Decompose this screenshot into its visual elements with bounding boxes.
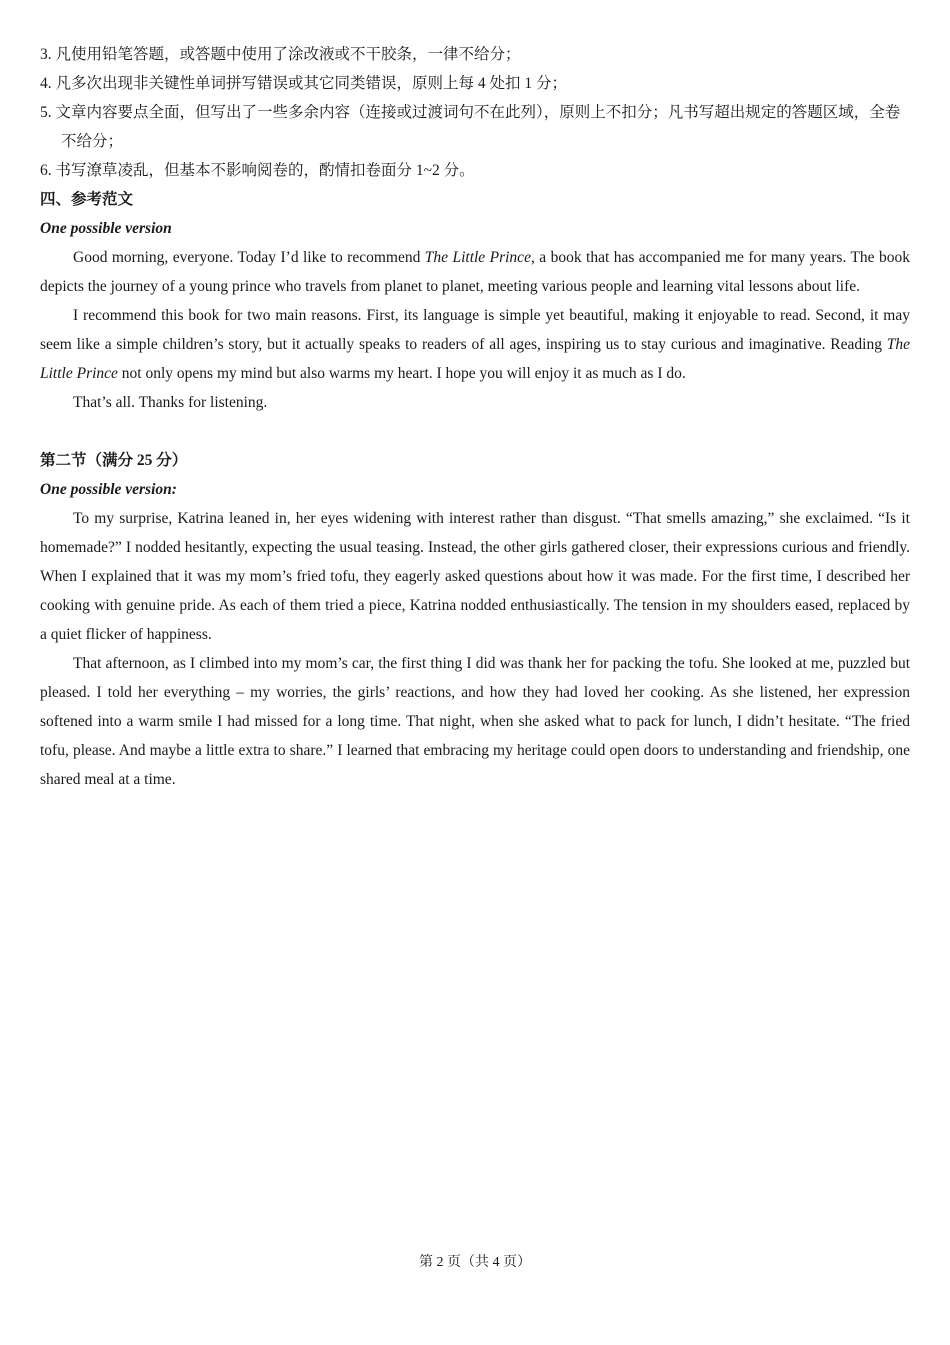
rule-item-4: 4. 凡多次出现非关键性单词拼写错误或其它同类错误，原则上每 4 处扣 1 分； (40, 75, 568, 92)
rule-item-3: 3. 凡使用铅笔答题，或答题中使用了涂改液或不干胶条，一律不给分； (40, 46, 521, 63)
essay-paragraph-1-text-b: , a book that has accompanied me for many years. The book depicts the journey of a young prince who travels from planet to planet, meeting various people and learning vital lessons about life. (40, 249, 911, 295)
answer-key-page (40, 40, 910, 794)
essay-paragraph-2-text-b: not only opens my mind but also warms my heart. I hope you will enjoy it as much as I do. (117, 365, 686, 382)
book-title: The Little Prince (424, 249, 531, 266)
rule-item-5: 5. 文章内容要点全面，但写出了一些多余内容（连接或过渡词句不在此列），原则上不扣分；凡书写超出规定的答题区域，全卷不给分； (40, 104, 901, 150)
page-number: 第 2 页（共 4 页） (419, 1255, 531, 1270)
essay-paragraph-1 (40, 243, 910, 301)
section-heading-model-essay: 四、参考范文 (40, 191, 134, 208)
section-spacer (40, 417, 910, 446)
essay-paragraph-2-text-a: I recommend this book for two main reasons. First, its language is simple yet beautiful, making it enjoyable to read. Second, it may seem like a simple children’s story, but it actually speaks to readers of all ages, inspiring us to stay curious and imaginative. Reading (40, 307, 910, 353)
rule-item-6: 6. 书写潦草凌乱，但基本不影响阅卷的，酌情扣卷面分 1~2 分。 (40, 162, 475, 179)
continuation-paragraph-2: That afternoon, as I climbed into my mom’s car, the first thing I did was thank her for packing the tofu. She looked at me, puzzled but pleased. I told her everything – my worries, the girls’ reactions, and how they had loved her cooking. As she listened, her expression softened into a warm smile I had missed for a long time. That night, when she asked what to pack for lunch, I didn’t hesitate. “The fried tofu, please. And maybe a little extra to share.” I learned that embracing my heritage could open doors to understanding and friendship, one shared meal at a time. (40, 655, 910, 788)
essay-paragraph-2 (40, 301, 910, 388)
book-title: The Little Prince (40, 336, 910, 382)
continuation-paragraph-1: To my surprise, Katrina leaned in, her eyes widening with interest rather than disgust. “That smells amazing,” she exclaimed. “Is it homemade?” I nodded hesitantly, expecting the usual teasing. Instead, the other girls gathered closer, their expressions curious and friendly. When I explained that it was my mom’s fried tofu, they eagerly asked questions about how it was made. For the first time, I described her cooking with genuine pride. As each of them tried a piece, Katrina nodded enthusiastically. The tension in my shoulders eased, replaced by a quiet flicker of happiness. (40, 510, 910, 643)
essay-paragraph-1-text-a: Good morning, everyone. Today I’d like to recommend (73, 249, 425, 266)
version-label: One possible version: (40, 481, 177, 498)
version-label: One possible version (40, 220, 172, 237)
essay-paragraph-3: That’s all. Thanks for listening. (73, 394, 268, 411)
section-heading-part-2: 第二节（满分 25 分） (40, 452, 188, 469)
